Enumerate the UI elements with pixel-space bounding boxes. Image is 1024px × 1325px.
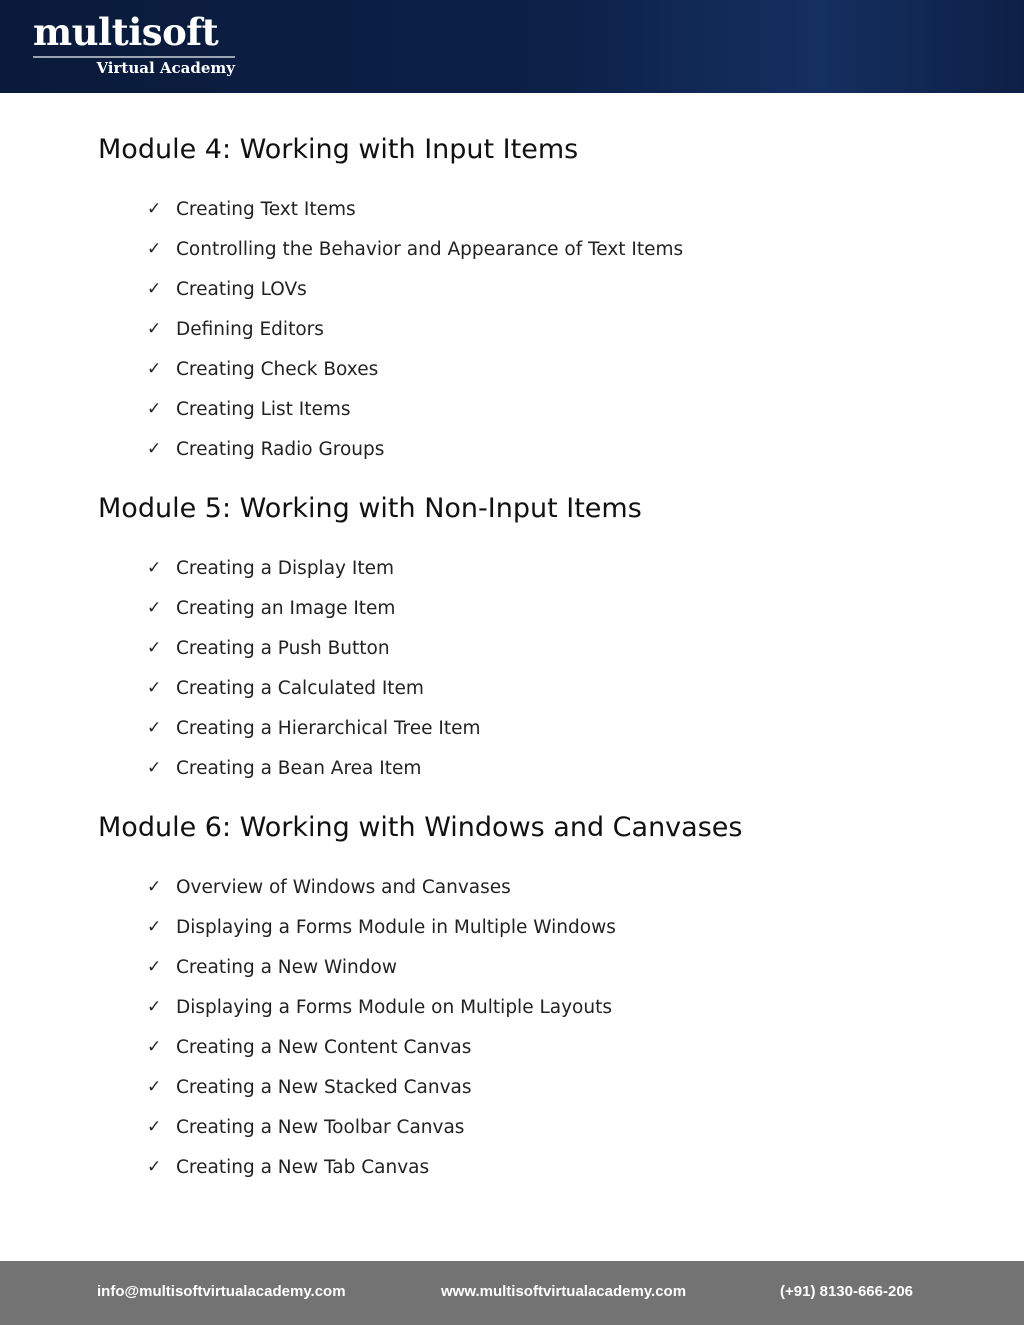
checkmark-icon: ✓ — [147, 678, 162, 698]
list-item — [98, 1107, 978, 1147]
list-item — [98, 708, 978, 748]
checkmark-icon: ✓ — [147, 399, 162, 419]
list-item — [98, 429, 978, 469]
checkmark-icon: ✓ — [147, 917, 162, 937]
footer-phone: (+91) 8130-666-206 — [780, 1283, 914, 1300]
checkmark-icon: ✓ — [147, 239, 162, 259]
list-item-label: Creating a Calculated Item — [176, 677, 424, 699]
checkmark-icon: ✓ — [147, 558, 162, 578]
list-item — [98, 269, 978, 309]
checkmark-icon: ✓ — [147, 1077, 162, 1097]
list-item — [98, 189, 978, 229]
checkmark-icon: ✓ — [147, 1157, 162, 1177]
module-heading: Module 5: Working with Non-Input Items — [98, 493, 642, 524]
logo-main-text: multisoft — [33, 10, 219, 54]
footer-website[interactable]: www.multisoftvirtualacademy.com — [441, 1283, 687, 1300]
list-item — [98, 1147, 978, 1187]
checkmark-icon: ✓ — [147, 997, 162, 1017]
checkmark-icon: ✓ — [147, 359, 162, 379]
list-item — [98, 668, 978, 708]
module-list — [98, 130, 978, 1207]
checkmark-icon: ✓ — [147, 319, 162, 339]
list-item — [98, 1027, 978, 1067]
list-item-label: Creating List Items — [176, 398, 351, 420]
list-item — [98, 907, 978, 947]
list-item — [98, 548, 978, 588]
list-item — [98, 987, 978, 1027]
list-item-label: Creating a Display Item — [176, 557, 394, 579]
list-item-label: Displaying a Forms Module on Multiple Layouts — [176, 996, 612, 1018]
checkmark-icon: ✓ — [147, 758, 162, 778]
list-item-label: Creating a Hierarchical Tree Item — [176, 717, 481, 739]
checkmark-icon: ✓ — [147, 598, 162, 618]
footer — [0, 1261, 1024, 1325]
footer-email[interactable]: info@multisoftvirtualacademy.com — [97, 1283, 346, 1300]
checkmark-icon: ✓ — [147, 439, 162, 459]
list-item — [98, 867, 978, 907]
list-item-label: Creating a New Content Canvas — [176, 1036, 472, 1058]
list-item-label: Creating Radio Groups — [176, 438, 385, 460]
checkmark-icon: ✓ — [147, 1037, 162, 1057]
list-item-label: Creating an Image Item — [176, 597, 396, 619]
header-banner — [0, 0, 1024, 93]
module-heading: Module 6: Working with Windows and Canvases — [98, 812, 743, 843]
module-section — [98, 808, 978, 1187]
checkmark-icon: ✓ — [147, 877, 162, 897]
list-item — [98, 588, 978, 628]
list-item — [98, 229, 978, 269]
checkmark-icon: ✓ — [147, 718, 162, 738]
logo-sub-text: Virtual Academy — [96, 59, 235, 77]
list-item-label: Creating a New Stacked Canvas — [176, 1076, 472, 1098]
module-section — [98, 130, 978, 469]
checkmark-icon: ✓ — [147, 1117, 162, 1137]
list-item — [98, 389, 978, 429]
list-item — [98, 1067, 978, 1107]
list-item-label: Creating a New Window — [176, 956, 397, 978]
list-item-label: Creating a New Tab Canvas — [176, 1156, 430, 1178]
checkmark-icon: ✓ — [147, 957, 162, 977]
list-item-label: Creating Text Items — [176, 198, 356, 220]
list-item-label: Overview of Windows and Canvases — [176, 876, 511, 898]
list-item-label: Creating a Push Button — [176, 637, 390, 659]
checkmark-icon: ✓ — [147, 638, 162, 658]
list-item-label: Creating a Bean Area Item — [176, 757, 422, 779]
checkmark-icon: ✓ — [147, 279, 162, 299]
list-item-label: Creating Check Boxes — [176, 358, 379, 380]
list-item — [98, 947, 978, 987]
list-item-label: Displaying a Forms Module in Multiple Windows — [176, 916, 616, 938]
list-item-label: Defining Editors — [176, 318, 324, 340]
list-item — [98, 628, 978, 668]
logo — [33, 12, 235, 78]
list-item-label: Creating a New Toolbar Canvas — [176, 1116, 465, 1138]
module-section — [98, 489, 978, 788]
list-item — [98, 748, 978, 788]
module-heading: Module 4: Working with Input Items — [98, 134, 579, 165]
list-item-label: Creating LOVs — [176, 278, 307, 300]
list-item — [98, 309, 978, 349]
list-item — [98, 349, 978, 389]
list-item-label: Controlling the Behavior and Appearance of Text Items — [176, 238, 684, 260]
checkmark-icon: ✓ — [147, 199, 162, 219]
